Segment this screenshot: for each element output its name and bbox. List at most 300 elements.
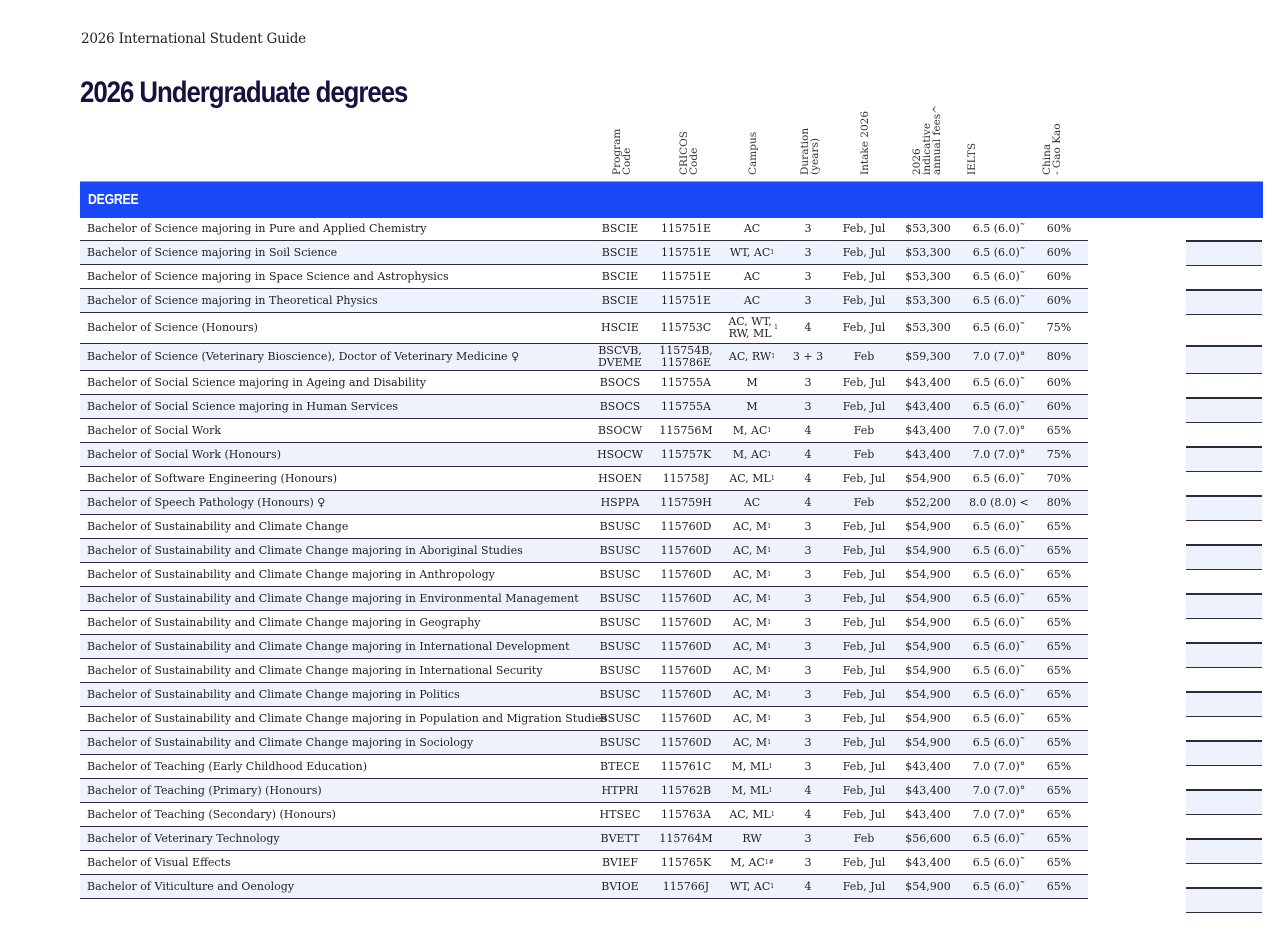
ielts-value: 6.5 (6.0)˜ [972, 375, 1026, 389]
campus-value: AC, M [732, 519, 768, 533]
program-code-value: BSOCS [599, 399, 641, 413]
column-header-label: Duration (years) [799, 127, 821, 175]
intake-value: Feb [853, 447, 875, 461]
china-value: 65% [1046, 807, 1072, 821]
fees-value: $43,400 [905, 423, 951, 437]
duration-value: 4 [804, 423, 812, 437]
table-row [80, 344, 1088, 371]
china-cell [1034, 875, 1084, 898]
campus-value: AC, M [732, 639, 768, 653]
program-code-value: HSCIE [601, 321, 639, 334]
intake-value: Feb, Jul [842, 222, 886, 235]
campus-cell: M, ML 1 [731, 783, 773, 797]
degree-name: Bachelor of Teaching (Secondary) (Honours) [87, 807, 336, 821]
ielts-value: 6.5 (6.0)˜ [972, 519, 1026, 533]
china-cell [1034, 851, 1084, 874]
china-value: 65% [1046, 543, 1072, 557]
china-value: 65% [1046, 567, 1072, 581]
column-header-label: Intake 2026 [859, 110, 871, 175]
ielts-value: 7.0 (7.0)° [972, 447, 1026, 461]
column-header-campus [748, 0, 788, 175]
fees-value: $52,200 [905, 495, 951, 509]
intake-value: Feb, Jul [842, 759, 886, 773]
right-row-rule [1186, 618, 1262, 620]
duration-value: 3 [804, 663, 812, 677]
fees-value: $53,300 [905, 245, 951, 259]
campus-value: AC [743, 222, 761, 235]
ielts-value: 6.5 (6.0)˜ [972, 591, 1026, 605]
duration-value: 3 [804, 519, 812, 533]
degree-name: Bachelor of Sustainability and Climate Change majoring in Anthropology [87, 567, 495, 581]
china-cell [1034, 344, 1084, 370]
china-cell [1034, 289, 1084, 312]
column-header-cricos-code [679, 0, 719, 175]
intake-value: Feb, Jul [842, 245, 886, 259]
campus-cell: AC, M 1 [732, 639, 772, 653]
intake-value: Feb, Jul [842, 663, 886, 677]
china-value: 65% [1046, 687, 1072, 701]
ielts-cell [954, 241, 1044, 264]
cricos-code-value: 115766J [662, 879, 710, 893]
program-code-value: BTECE [600, 759, 640, 773]
duration-value: 4 [804, 495, 812, 509]
cricos-code-value: 115751E [660, 245, 712, 259]
china-cell [1034, 731, 1084, 754]
ielts-cell [954, 779, 1044, 802]
program-code-value: BSOCW [597, 423, 643, 437]
program-code-value: BSCIE [601, 293, 639, 307]
duration-value: 4 [804, 471, 812, 485]
ielts-cell [954, 218, 1044, 240]
table-row [80, 443, 1088, 467]
china-cell [1034, 635, 1084, 658]
china-cell [1034, 515, 1084, 538]
right-row-rule [1186, 520, 1262, 522]
ielts-cell [954, 563, 1044, 586]
campus-cell: AC, M 1 [732, 591, 772, 605]
fees-value: $54,900 [905, 471, 951, 485]
program-code-value: BSUSC [599, 591, 641, 605]
fees-value: $53,300 [905, 222, 951, 235]
ielts-value: 7.0 (7.0)° [972, 423, 1026, 437]
cricos-code-value: 115751E [660, 293, 712, 307]
china-cell [1034, 443, 1084, 466]
ielts-cell [954, 587, 1044, 610]
campus-value: AC, M [732, 687, 768, 701]
ielts-value: 6.5 (6.0)˜ [972, 687, 1026, 701]
right-row-rule [1186, 373, 1262, 375]
campus-cell: AC, M 1 [732, 519, 772, 533]
ielts-cell [954, 755, 1044, 778]
ielts-cell [954, 419, 1044, 442]
fees-value: $53,300 [905, 321, 951, 334]
china-cell [1034, 539, 1084, 562]
column-header-label: CRICOS Code [678, 131, 700, 175]
intake-value: Feb, Jul [842, 269, 886, 283]
degree-name: Bachelor of Social Science majoring in Human Services [87, 399, 398, 413]
program-code-value: BSOCS [599, 375, 641, 389]
page-title: 2026 Undergraduate degrees [80, 76, 408, 109]
china-value: 65% [1046, 855, 1072, 869]
degree-table [80, 218, 1088, 899]
degree-name: Bachelor of Veterinary Technology [87, 831, 280, 845]
ielts-value: 6.5 (6.0)˜ [972, 831, 1026, 845]
right-row-rule [1186, 716, 1262, 718]
table-row [80, 731, 1088, 755]
china-cell [1034, 827, 1084, 850]
program-code-value: BSCIE [601, 269, 639, 283]
cricos-code-value: 115756M [659, 423, 713, 437]
intake-value: Feb [853, 423, 875, 437]
cricos-code-value: 115760D [660, 543, 712, 557]
degree-name: Bachelor of Science (Honours) [87, 321, 258, 334]
cricos-code-value: 115754B, 115786E [659, 344, 713, 369]
ielts-value: 6.5 (6.0)˜ [972, 615, 1026, 629]
program-code-value: HSOCW [597, 447, 643, 461]
intake-value: Feb, Jul [842, 783, 886, 797]
duration-value: 3 [804, 222, 812, 235]
campus-value: AC, M [732, 615, 768, 629]
program-code-value: BSUSC [599, 735, 641, 749]
ielts-cell [954, 827, 1044, 850]
right-row-shade [1186, 546, 1262, 569]
cricos-code-value: 115755A [661, 375, 711, 389]
intake-value: Feb [853, 495, 875, 509]
intake-value: Feb, Jul [842, 639, 886, 653]
cricos-code-value: 115760D [660, 639, 712, 653]
right-row-shade [1186, 889, 1262, 912]
china-cell [1034, 467, 1084, 490]
china-value: 65% [1046, 711, 1072, 725]
ielts-cell [954, 313, 1044, 343]
degree-name: Bachelor of Sustainability and Climate Change majoring in Sociology [87, 735, 474, 749]
campus-value: AC, RW [728, 350, 772, 363]
intake-value: Feb, Jul [842, 293, 886, 307]
china-value: 60% [1046, 375, 1072, 389]
table-row [80, 635, 1088, 659]
degree-name: Bachelor of Sustainability and Climate Change majoring in Population and Migration Studies [87, 711, 608, 725]
campus-value: AC, ML [729, 471, 771, 485]
ielts-value: 6.5 (6.0)˜ [972, 855, 1026, 869]
ielts-value: 6.5 (6.0)˜ [972, 269, 1026, 283]
china-value: 65% [1046, 783, 1072, 797]
program-code-value: BSCIE [601, 245, 639, 259]
campus-value: AC, M [732, 711, 768, 725]
cricos-code-value: 115760D [660, 591, 712, 605]
china-value: 60% [1046, 293, 1072, 307]
ielts-cell [954, 707, 1044, 730]
right-row-rule [1186, 471, 1262, 473]
campus-cell: AC, M 1 [732, 567, 772, 581]
right-row-shade [1186, 644, 1262, 667]
cricos-code-value: 115760D [660, 567, 712, 581]
ielts-value: 6.5 (6.0)˜ [972, 293, 1026, 307]
china-cell [1034, 419, 1084, 442]
cricos-code-value: 115759H [660, 495, 712, 509]
campus-cell: M, AC 1# [730, 855, 774, 869]
table-row [80, 218, 1088, 241]
program-code-value: BSUSC [599, 543, 641, 557]
cricos-code-value: 115765K [660, 855, 712, 869]
china-value: 80% [1046, 350, 1072, 363]
fees-value: $54,900 [905, 735, 951, 749]
china-value: 65% [1046, 735, 1072, 749]
degree-name: Bachelor of Sustainability and Climate Change [87, 519, 349, 533]
program-code-value: BSCIE [601, 222, 639, 235]
degree-name: Bachelor of Visual Effects [87, 855, 231, 869]
table-row [80, 563, 1088, 587]
cricos-code-value: 115764M [659, 831, 713, 845]
ielts-value: 7.0 (7.0)° [972, 350, 1026, 363]
ielts-cell [954, 539, 1044, 562]
table-row [80, 515, 1088, 539]
campus-cell: AC, WT, RW, ML 1 [712, 313, 792, 343]
ielts-value: 6.5 (6.0)˜ [972, 735, 1026, 749]
ielts-cell [954, 467, 1044, 490]
program-code-value: BSUSC [599, 663, 641, 677]
degree-name: Bachelor of Teaching (Early Childhood Education) [87, 759, 368, 773]
column-header-program-code [612, 0, 652, 175]
fees-value: $54,900 [905, 639, 951, 653]
degree-name: Bachelor of Science majoring in Space Science and Astrophysics [87, 269, 449, 283]
right-row-shade [1186, 840, 1262, 863]
column-header-label: China - Gao Kao [1041, 123, 1063, 175]
table-row [80, 683, 1088, 707]
table-row [80, 491, 1088, 515]
china-cell [1034, 371, 1084, 394]
cricos-code-value: 115761C [660, 759, 712, 773]
cricos-code-value: 115758J [662, 471, 710, 485]
fees-value: $54,900 [905, 543, 951, 557]
campus-value: M, ML [731, 783, 769, 797]
duration-value: 3 [804, 711, 812, 725]
intake-value: Feb, Jul [842, 615, 886, 629]
ielts-cell [954, 659, 1044, 682]
section-header-bar [80, 181, 1263, 218]
china-cell [1034, 755, 1084, 778]
cricos-code-value: 115760D [660, 663, 712, 677]
campus-cell: AC, ML 1 [729, 807, 775, 821]
fees-value: $53,300 [905, 269, 951, 283]
ielts-value: 7.0 (7.0)° [972, 759, 1026, 773]
campus-value: AC, M [732, 735, 768, 749]
cricos-code-value: 115760D [660, 615, 712, 629]
column-header-label: 2026 indicative annual fees^ [911, 104, 943, 175]
ielts-cell [954, 635, 1044, 658]
china-value: 65% [1046, 639, 1072, 653]
program-code-value: HTPRI [601, 783, 639, 797]
duration-value: 3 [804, 269, 812, 283]
china-value: 75% [1046, 321, 1072, 334]
column-header-duration [800, 0, 840, 175]
ielts-value: 6.5 (6.0)˜ [972, 471, 1026, 485]
campus-value: WT, AC [729, 879, 771, 893]
cricos-code-value: 115757K [660, 447, 712, 461]
table-row [80, 265, 1088, 289]
column-header-china [1042, 0, 1082, 175]
right-row-shade [1186, 497, 1262, 520]
china-value: 65% [1046, 423, 1072, 437]
column-header-label: Program Code [611, 128, 633, 175]
program-code-value: BSUSC [599, 615, 641, 629]
ielts-value: 7.0 (7.0)° [972, 783, 1026, 797]
campus-value: AC, WT, RW, ML [728, 315, 772, 340]
intake-value: Feb, Jul [842, 855, 886, 869]
fees-value: $54,900 [905, 567, 951, 581]
campus-value: WT, AC [729, 245, 771, 259]
ielts-cell [954, 371, 1044, 394]
campus-value: AC, ML [729, 807, 771, 821]
degree-name: Bachelor of Sustainability and Climate Change majoring in Politics [87, 687, 460, 701]
china-cell [1034, 707, 1084, 730]
ielts-value: 6.5 (6.0)˜ [972, 663, 1026, 677]
fees-value: $54,900 [905, 591, 951, 605]
degree-name: Bachelor of Science majoring in Soil Science [87, 245, 338, 259]
program-code-value: HSOEN [598, 471, 642, 485]
program-code-value: HSPPA [600, 495, 640, 509]
campus-value: AC, M [732, 663, 768, 677]
ielts-cell [954, 491, 1044, 514]
china-value: 60% [1046, 269, 1072, 283]
degree-name: Bachelor of Software Engineering (Honours) [87, 471, 338, 485]
table-row [80, 587, 1088, 611]
duration-value: 3 [804, 735, 812, 749]
cricos-code-value: 115760D [660, 687, 712, 701]
table-row [80, 851, 1088, 875]
duration-value: 3 [804, 639, 812, 653]
china-cell [1034, 587, 1084, 610]
duration-value: 4 [804, 783, 812, 797]
duration-value: 3 [804, 831, 812, 845]
ielts-value: 8.0 (8.0) < [969, 495, 1029, 509]
fees-value: $43,400 [905, 375, 951, 389]
fees-value: $54,900 [905, 663, 951, 677]
right-row-rule [1186, 765, 1262, 767]
ielts-cell [954, 683, 1044, 706]
right-row-shade [1186, 448, 1262, 471]
fees-value: $43,400 [905, 783, 951, 797]
degree-name: Bachelor of Speech Pathology (Honours) ♀ [87, 495, 326, 509]
duration-value: 3 [804, 293, 812, 307]
china-value: 80% [1046, 495, 1072, 509]
campus-cell: WT, AC 1 [729, 879, 775, 893]
degree-name: Bachelor of Sustainability and Climate Change majoring in Geography [87, 615, 481, 629]
degree-name: Bachelor of Social Work (Honours) [87, 447, 281, 461]
campus-cell: AC, M 1 [732, 663, 772, 677]
column-header-intake [860, 0, 900, 175]
program-code-value: BVIEF [601, 855, 639, 869]
table-row [80, 779, 1088, 803]
china-value: 65% [1046, 879, 1072, 893]
intake-value: Feb, Jul [842, 375, 886, 389]
right-row-shade [1186, 291, 1262, 314]
fees-value: $43,400 [905, 807, 951, 821]
table-row [80, 539, 1088, 563]
cricos-code-value: 115753C [660, 321, 712, 334]
cricos-code-value: 115762B [660, 783, 712, 797]
cricos-code-value: 115751E [660, 269, 712, 283]
table-row [80, 875, 1088, 899]
right-row-rule [1186, 814, 1262, 816]
table-row [80, 313, 1088, 344]
right-row-rule [1186, 667, 1262, 669]
fees-value: $54,900 [905, 687, 951, 701]
table-row [80, 827, 1088, 851]
ielts-cell [954, 265, 1044, 288]
fees-value: $43,400 [905, 759, 951, 773]
ielts-cell [954, 731, 1044, 754]
campus-value: AC [743, 293, 761, 307]
program-code-value: BSUSC [599, 711, 641, 725]
ielts-value: 6.5 (6.0)˜ [972, 245, 1026, 259]
intake-value: Feb, Jul [842, 519, 886, 533]
program-code-value: BSUSC [599, 519, 641, 533]
china-cell [1034, 265, 1084, 288]
intake-value: Feb, Jul [842, 591, 886, 605]
duration-value: 4 [804, 807, 812, 821]
ielts-cell [954, 289, 1044, 312]
degree-name: Bachelor of Teaching (Primary) (Honours) [87, 783, 322, 797]
section-label: DEGREE [88, 191, 139, 208]
degree-name: Bachelor of Sustainability and Climate Change majoring in Environmental Management [87, 591, 579, 605]
china-value: 60% [1046, 222, 1072, 235]
china-value: 65% [1046, 615, 1072, 629]
campus-cell: M, AC 1 [732, 447, 772, 461]
degree-name: Bachelor of Social Work [87, 423, 221, 437]
china-cell [1034, 491, 1084, 514]
ielts-cell [954, 803, 1044, 826]
cricos-code-value: 115760D [660, 735, 712, 749]
degree-name: Bachelor of Science majoring in Pure and Applied Chemistry [87, 222, 427, 235]
ielts-value: 6.5 (6.0)˜ [972, 399, 1026, 413]
intake-value: Feb, Jul [842, 543, 886, 557]
table-row [80, 659, 1088, 683]
cricos-code-value: 115755A [661, 399, 711, 413]
right-row-rule [1186, 265, 1262, 267]
table-row [80, 755, 1088, 779]
ielts-value: 7.0 (7.0)° [972, 807, 1026, 821]
ielts-cell [954, 395, 1044, 418]
china-cell [1034, 218, 1084, 240]
china-value: 60% [1046, 399, 1072, 413]
duration-value: 3 [804, 615, 812, 629]
campus-value: M [746, 375, 758, 389]
intake-value: Feb, Jul [842, 879, 886, 893]
ielts-value: 6.5 (6.0)˜ [972, 879, 1026, 893]
fees-value: $43,400 [905, 399, 951, 413]
campus-cell: M, ML 1 [731, 759, 773, 773]
campus-cell: AC, RW 1 [728, 350, 776, 363]
ielts-cell [954, 851, 1044, 874]
right-row-shade [1186, 742, 1262, 765]
ielts-value: 6.5 (6.0)˜ [972, 639, 1026, 653]
cricos-code-value: 115763A [661, 807, 711, 821]
duration-value: 3 [804, 375, 812, 389]
fees-value: $54,900 [905, 615, 951, 629]
campus-value: AC [743, 495, 761, 509]
program-code-value: BVETT [600, 831, 640, 845]
campus-value: M, AC [732, 447, 768, 461]
campus-value: AC, M [732, 543, 768, 557]
intake-value: Feb, Jul [842, 567, 886, 581]
campus-value: RW [742, 831, 762, 845]
right-row-shade [1186, 242, 1262, 265]
duration-value: 3 [804, 855, 812, 869]
table-row [80, 611, 1088, 635]
china-cell [1034, 611, 1084, 634]
right-row-shade [1186, 347, 1262, 373]
duration-value: 3 [804, 591, 812, 605]
